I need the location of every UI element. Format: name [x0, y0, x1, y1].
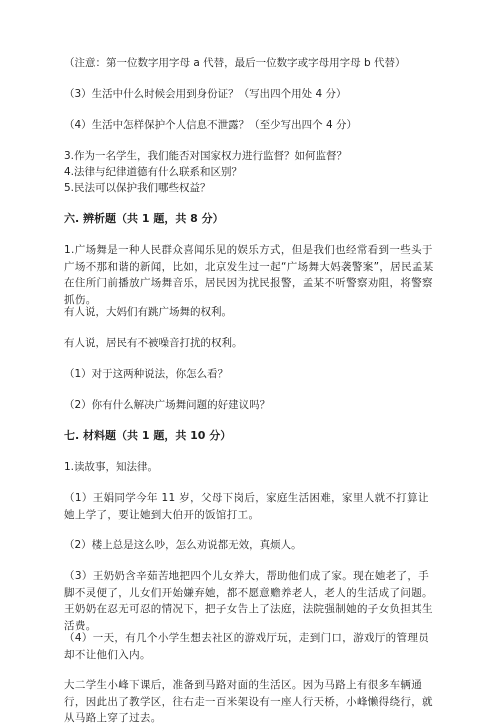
- viewpoint-residents: 有人说，居民有不被噪音打扰的权利。: [64, 337, 243, 349]
- story-noisy-upstairs: （2）楼上总是这么吵，怎么劝说都无效，真烦人。: [64, 539, 302, 551]
- question-suggestion: （2）你有什么解决广场舞问题的好建议吗？: [64, 399, 271, 411]
- section-heading-material: 七. 材料题（共 1 题，共 10 分）: [64, 429, 232, 442]
- material-intro: 1.读故事，知法律。: [64, 461, 159, 473]
- viewpoint-dancers: 有人说，大妈们有跳广场舞的权利。: [64, 306, 232, 318]
- question-opinion: （1）对于这两种说法，你怎么看？: [64, 368, 229, 380]
- square-dance-paragraph: 1.广场舞是一种人民群众喜闻乐见的娱乐方式，但是我们也经常看到一些头于广场不那和谐的新闻，比如，北京发生过一起“广场舞大妈袭警案”，居民孟某在住所门前播放广场舞音乐，居民因为扰民报警，孟某不听警察劝阻，将警察抓伤。: [64, 244, 434, 306]
- question-civil-law: 5.民法可以保护我们哪些权益？: [64, 182, 211, 194]
- question-id-card-uses: （3）生活中什么时候会用到身份证？（写出四个用处 4 分）: [64, 88, 347, 100]
- story-xiao-feng: 大二学生小峰下课后，准备到马路对面的生活区。因为马路上有很多车辆通行，因此出了教学区，往右走一百米架设有一座人行天桥，小峰懒得绕行，就从马路上穿了过去。: [64, 679, 433, 724]
- question-law-discipline: 4.法律与纪律道德有什么联系和区别？: [64, 166, 243, 178]
- story-wang-juan: （1）王娟同学今年 11 岁，父母下岗后，家庭生活困难，家里人就不打算让她上学了，要让她到大伯开的饭馆打工。: [64, 492, 429, 521]
- question-supervise-power: 3.作为一名学生，我们能否对国家权力进行监督？如何监督？: [64, 150, 348, 162]
- question-protect-info: （4）生活中怎样保护个人信息不泄露？（至少写出四个 4 分）: [64, 119, 358, 131]
- story-game-hall: （4）一天，有几个小学生想去社区的游戏厅玩，走到门口，游戏厅的管理员却不让他们入内。: [64, 632, 430, 661]
- section-heading-analysis: 六. 辨析题（共 1 题，共 8 分）: [64, 212, 224, 225]
- answer-format-note: （注意：第一位数字用字母 a 代替，最后一位数字或字母用字母 b 代替）: [64, 57, 406, 69]
- story-grandma-wang: （3）王奶奶含辛茹苦地把四个儿女养大，帮助他们成了家。现在她老了，手脚不灵便了，儿女们开始嫌弃她，都不愿意赡养老人，老人的生活成了问题。王奶奶在忍无可忍的情况下，把子女告上了法庭，法院强制她的子女负担其生活费。: [64, 570, 433, 632]
